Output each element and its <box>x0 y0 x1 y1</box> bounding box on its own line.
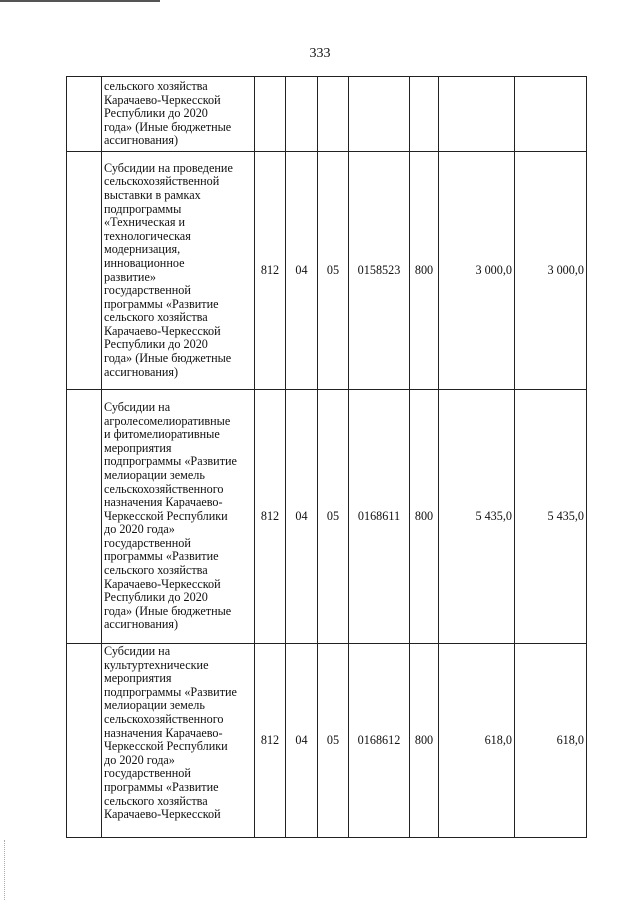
section-cell: 04 <box>286 644 318 838</box>
table-row <box>67 390 587 644</box>
expense-type-cell: 800 <box>410 390 439 644</box>
description-cell: Субсидии на проведение сельскохозяйственной выставки в рамках подпрограммы «Техническая и технологическая модернизация, инновационное развитие» государственной программы «Развитие сельского хозяйства Карачаево-Черкесской Республики до 2020 года» (Иные бюджетные ассигнования) <box>102 152 255 390</box>
description-cell: Субсидии на агролесомелиоративные и фитомелиоративные мероприятия подпрограммы «Развитие мелиорации земель сельскохозяйственного назначения Карачаево- Черкесской Республики до 2020 года» государственной программы «Развитие сельского хозяйства Карачаево-Черкесской Республики до 2020 года» (Иные бюджетные ассигнования) <box>102 390 255 644</box>
row-number-cell <box>67 390 102 644</box>
amount-cell: 3 000,0 <box>439 152 515 390</box>
budget-table <box>66 76 587 838</box>
ministry-cell: 812 <box>255 390 286 644</box>
row-number-cell <box>67 644 102 838</box>
amount-cell: 5 435,0 <box>515 390 587 644</box>
table-row <box>67 644 587 838</box>
subsection-cell: 05 <box>318 644 349 838</box>
expense-type-cell <box>410 77 439 152</box>
page-number: 333 <box>309 46 331 61</box>
amount-cell: 618,0 <box>439 644 515 838</box>
target-article-cell: 0158523 <box>349 152 410 390</box>
top-rule <box>0 0 160 2</box>
section-cell <box>286 77 318 152</box>
description-cell: Субсидии на культуртехнические мероприятия подпрограммы «Развитие мелиорации земель сельскохозяйственного назначения Карачаево- Черкесской Республики до 2020 года» государственной программы «Развитие сельского хозяйства Карачаево-Черкесской <box>102 644 255 838</box>
target-article-cell: 0168612 <box>349 644 410 838</box>
subsection-cell: 05 <box>318 152 349 390</box>
description-cell: сельского хозяйства Карачаево-Черкесской Республики до 2020 года» (Иные бюджетные ассигнования) <box>102 77 255 152</box>
table-row <box>67 152 587 390</box>
table-row <box>67 77 587 152</box>
amount-cell: 3 000,0 <box>515 152 587 390</box>
target-article-cell: 0168611 <box>349 390 410 644</box>
subsection-cell: 05 <box>318 390 349 644</box>
expense-type-cell: 800 <box>410 152 439 390</box>
ministry-cell: 812 <box>255 644 286 838</box>
subsection-cell <box>318 77 349 152</box>
target-article-cell <box>349 77 410 152</box>
ministry-cell: 812 <box>255 152 286 390</box>
row-number-cell <box>67 77 102 152</box>
section-cell: 04 <box>286 390 318 644</box>
section-cell: 04 <box>286 152 318 390</box>
amount-cell: 618,0 <box>515 644 587 838</box>
amount-cell: 5 435,0 <box>439 390 515 644</box>
amount-cell <box>515 77 587 152</box>
scan-margin-marks <box>4 840 7 900</box>
ministry-cell <box>255 77 286 152</box>
amount-cell <box>439 77 515 152</box>
row-number-cell <box>67 152 102 390</box>
expense-type-cell: 800 <box>410 644 439 838</box>
